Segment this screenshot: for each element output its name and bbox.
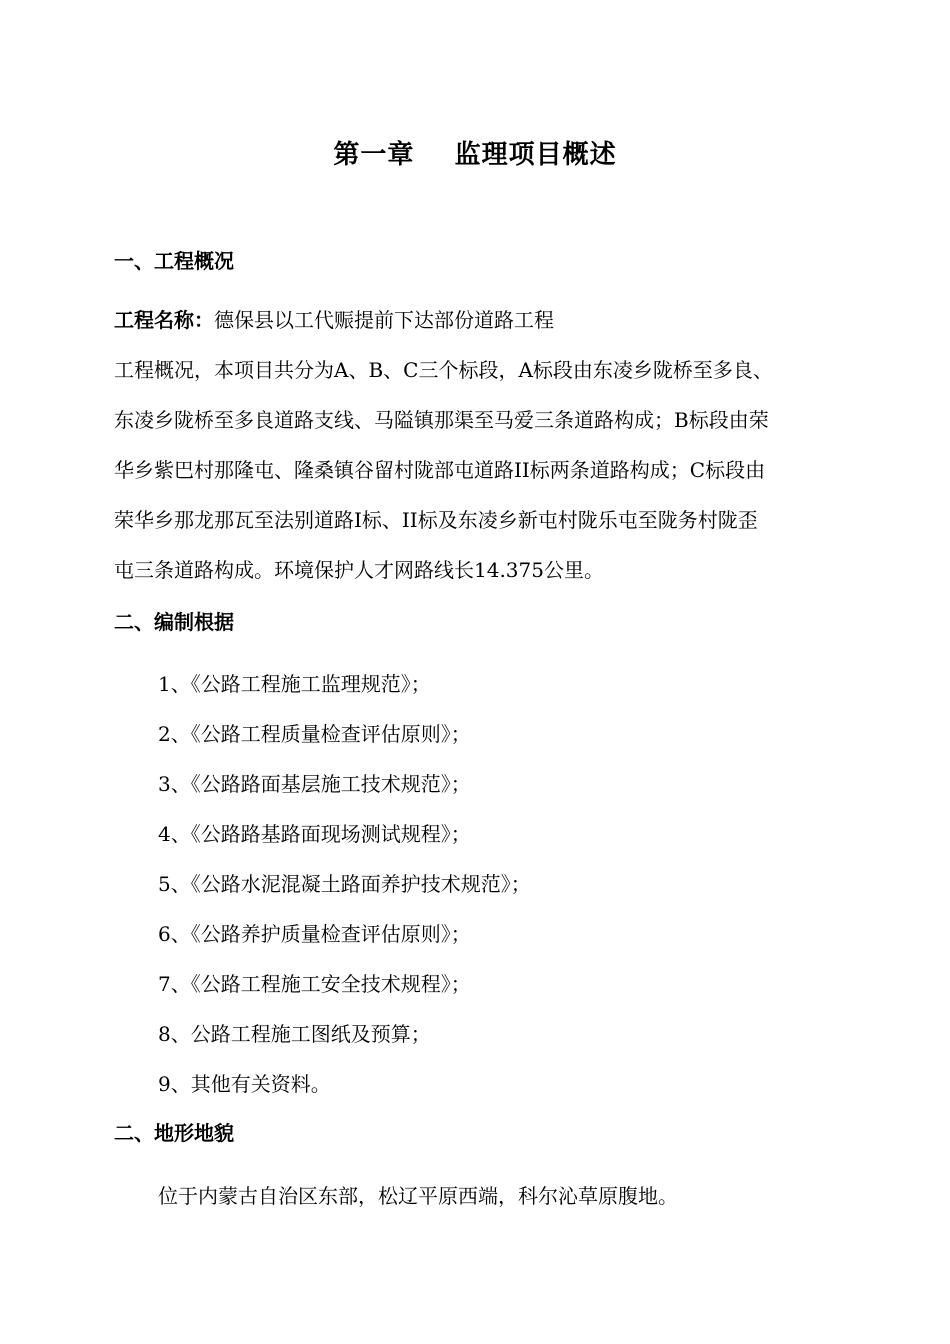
basis-list-item: 7、《公路工程施工安全技术规程》；: [158, 972, 471, 996]
basis-list-item: 8、公路工程施工图纸及预算；: [158, 1022, 431, 1046]
basis-list-item: 5、《公路水泥混凝土路面养护技术规范》；: [158, 872, 531, 896]
project-name-value: 德保县以工代赈提前下达部份道路工程: [214, 308, 554, 332]
basis-list-item: 3、《公路路面基层施工技术规范》；: [158, 772, 471, 796]
overview-line: 工程概况，本项目共分为A、B、C三个标段，A标段由东凌乡陇桥至多良、: [114, 358, 773, 382]
section-heading-overview: 一、工程概况: [114, 249, 234, 273]
basis-list-item: 2、《公路工程质量检查评估原则》；: [158, 722, 471, 746]
terrain-text: 位于内蒙古自治区东部，松辽平原西端，科尔沁草原腹地。: [158, 1184, 678, 1208]
basis-list-item: 9、其他有关资料。: [158, 1072, 331, 1096]
project-name-line: [114, 306, 554, 334]
project-name-label: 工程名称：: [114, 308, 214, 332]
overview-line: 荣华乡那龙那瓦至法别道路I标、II标及东凌乡新屯村陇乐屯至陇务村陇歪: [114, 508, 758, 532]
chapter-title: 第一章 监理项目概述: [333, 140, 617, 170]
overview-line: 屯三条道路构成。环境保护人才网路线长14.375公里。: [114, 558, 604, 582]
section-heading-basis: 二、编制根据: [114, 610, 234, 634]
overview-line: 华乡紫巴村那隆屯、隆桑镇谷留村陇部屯道路II标两条道路构成；C标段由: [114, 458, 766, 482]
basis-list-item: 4、《公路路基路面现场测试规程》；: [158, 822, 471, 846]
overview-line: 东凌乡陇桥至多良道路支线、马隘镇那渠至马爱三条道路构成；B标段由荣: [114, 408, 769, 432]
section-heading-terrain: 二、地形地貌: [114, 1121, 234, 1145]
basis-list-item: 1、《公路工程施工监理规范》；: [158, 672, 431, 696]
basis-list-item: 6、《公路养护质量检查评估原则》；: [158, 922, 471, 946]
